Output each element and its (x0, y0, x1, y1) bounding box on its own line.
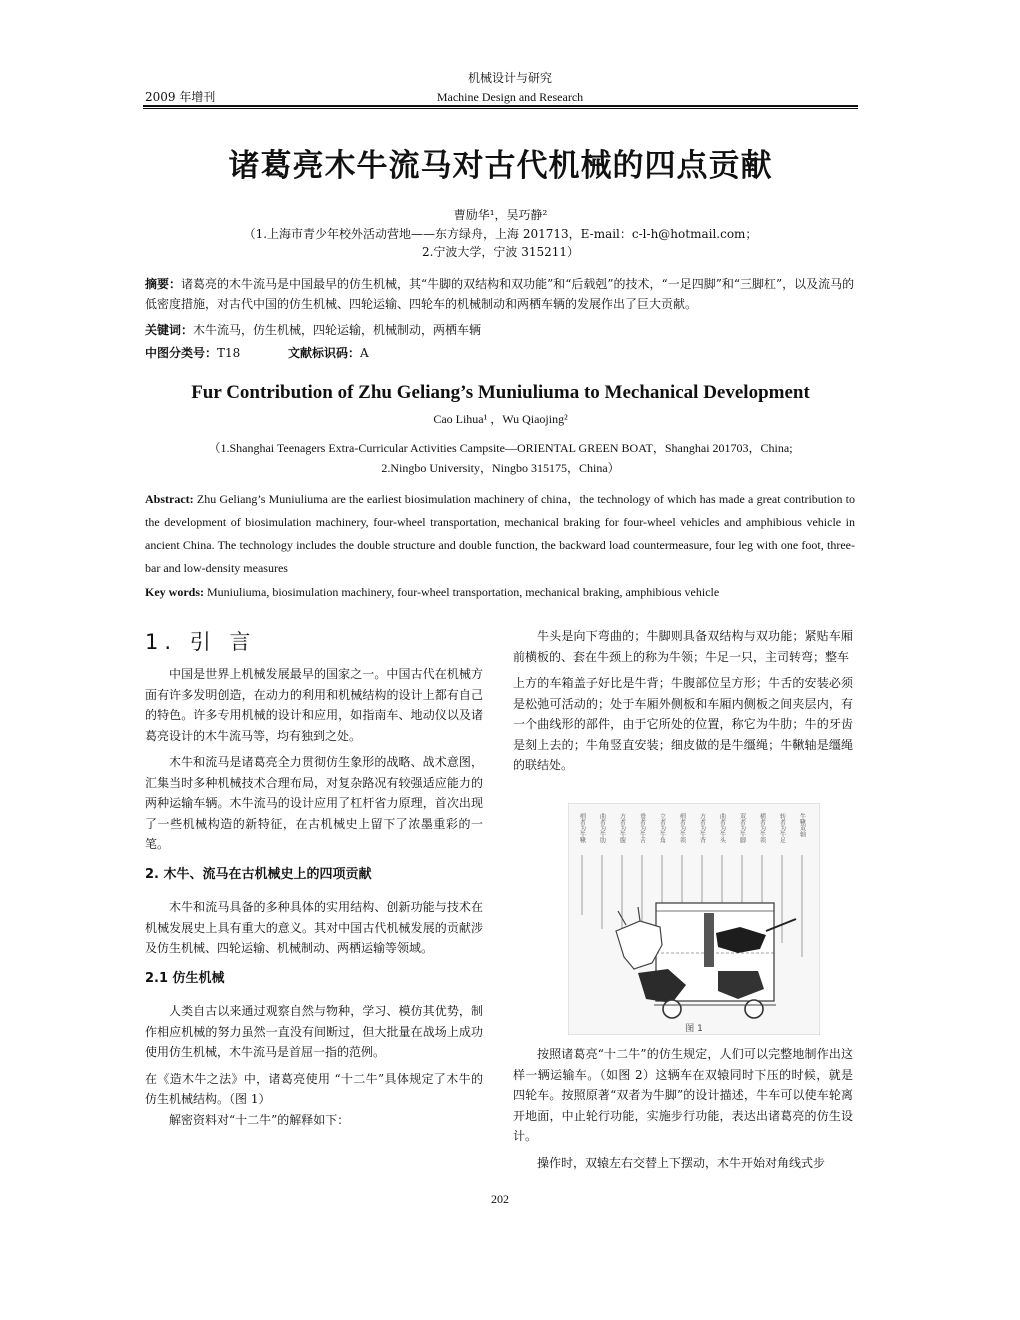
figure-part-label: 垂者为牛舌 (638, 813, 646, 843)
doc-code-label: 文献标识码： (287, 346, 360, 360)
affiliation-en-1: （1.Shanghai Teenagers Extra-Curricular Activities Campsite—ORIENTAL GREEN BOAT，Shanghai 201703，China; (208, 441, 793, 455)
keywords-cn-text: 木牛流马，仿生机械，四轮运输，机械制动，两栖车辆 (193, 323, 482, 337)
section-2-1-heading: 2.1 仿生机械 (145, 970, 225, 986)
authors-cn: 曹励华¹，吴巧静² (453, 208, 548, 222)
doc-code-value: A (359, 346, 369, 360)
journal-title-en: Machine Design and Research (436, 90, 584, 104)
header-rule-thin (143, 108, 858, 109)
intro-paragraph-1: 中国是世界上机械发展最早的国家之一。中国古代在机械方面有许多发明创造，在动力的利用和机械结构的设计上都有自己的特色。许多专用机械的设计和应用，如指南车、地动仪以及诸葛亮设计的木牛流马等，均有独到之处。 (145, 667, 483, 743)
figure-part-label: 细者为牛领 (678, 813, 686, 843)
affiliation-cn-1: （1.上海市青少年校外活动营地——东方绿舟，上海 201713，E-mail：c-l-h@hotmail.com； (243, 227, 758, 241)
section-2-heading: 2. 木牛、流马在古机械史上的四项贡献 (145, 866, 372, 882)
figure-part-label: 曲者为牛肋 (598, 813, 606, 843)
issue-label: 2009 年增刊 (145, 90, 216, 104)
section-1-heading: 1. 引 言 (145, 630, 257, 654)
figure-part-label: 横者为牛领 (758, 813, 766, 843)
right-paragraph-2: 上方的车箱盖子好比是牛背；牛腹部位呈方形；牛舌的安装必须是松弛可活动的；处于车厢外侧板和车厢内侧板之间夹层内，有一个曲线形的部件，由于它所处的位置，称它为牛肋；牛的牙齿是刻上去的；牛角竖直安装；细皮做的是牛缰绳；牛鞦轴是缰绳的联结处。 (513, 676, 853, 772)
abstract-en (145, 488, 855, 580)
left-column (145, 664, 483, 1136)
keywords-cn (145, 320, 855, 340)
figure-part-label: 方者为牛背 (698, 813, 706, 843)
figure-part-label: 立者为牛角 (658, 813, 666, 843)
bionic-paragraph-3: 解密资料对“十二牛”的解释如下： (169, 1112, 350, 1127)
figure-part-label: 转者为牛足 (778, 813, 786, 843)
class-value: T18 (217, 346, 241, 360)
keywords-en-text: Muniuliuma, biosimulation machinery, four-wheel transportation, mechanical braking, amphibious vehicle (207, 585, 720, 599)
right-paragraph-3: 按照诸葛亮“十二牛”的仿生规定，人们可以完整地制作出这样一辆运输车。（如图 2）这辆车在双辕同时下压的时候，就是四轮车。按照原著“双者为牛脚”的设计描述，牛车可以使车轮离开地面，中止轮行功能，实施步行功能，表达出诸葛亮的仿生设计。 (513, 1047, 853, 1143)
right-paragraph-4: 操作时，双辕左右交替上下摆动，木牛开始对角线式步 (537, 1155, 826, 1170)
abstract-cn-label: 摘要： (145, 277, 182, 291)
affiliation-cn-2: 2.宁波大学，宁波 315211） (421, 245, 580, 259)
keywords-en (145, 581, 855, 604)
paper-title-cn: 诸葛亮木牛流马对古代机械的四点贡献 (228, 148, 773, 184)
right-paragraph-1: 牛头是向下弯曲的；牛脚则具备双结构与双功能；紧贴车厢前横板的、套在牛颈上的称为牛领；牛足一只，主司转弯；整车 (513, 629, 853, 664)
figure-part-label: 方者为牛腹 (618, 813, 626, 843)
paper-title-en: Fur Contribution of Zhu Geliang’s Muniuliuma to Mechanical Development (191, 382, 810, 403)
abstract-cn-text: 诸葛亮的木牛流马是中国最早的仿生机械，其“牛脚的双结构和双功能”和“后载剋”的技术，“一足四脚”和“三脚杠”，以及流马的低密度措施，对古代中国的仿生机械、四轮运输、四轮车的机械制动和两栖车辆的发展作出了巨大贡献。 (145, 277, 855, 311)
header-rule (143, 105, 858, 107)
classification-line (145, 343, 855, 363)
figure-1 (568, 803, 820, 1035)
keywords-cn-label: 关键词： (145, 323, 194, 337)
figure-part-label: 双者为牛脚 (738, 813, 746, 843)
right-column-bottom (513, 1044, 853, 1179)
figure-part-label: 牛鞦双轴 (798, 813, 806, 837)
abstract-cn (145, 274, 855, 314)
figure-part-label: 细者为牛鞦 (578, 813, 586, 843)
keywords-en-label: Key words: (145, 585, 204, 599)
section-2-paragraph: 木牛和流马具备的多种具体的实用结构、创新功能与技术在机械发展史上具有重大的意义。其对中国古代机械发展的贡献涉及仿生机械、四轮运输、机械制动、两栖运输等领域。 (145, 900, 483, 955)
right-column-top (513, 626, 853, 782)
figure-part-label: 曲者为牛头 (718, 813, 726, 843)
authors-en: Cao Lihua¹ ，Wu Qiaojing² (433, 412, 568, 426)
abstract-en-text: Zhu Geliang’s Muniuliuma are the earliest biosimulation machinery of china，the technology of which has made a great contribution to the development of biosimulation machinery, four-wheel transportation, mechanical braking for four-wheel vehicles and amphibious vehicle in ancient China. The technology includes the double structure and double function, the backward load countermeasure, four leg with one foot, three-bar and low-density measures (145, 492, 855, 575)
page-number: 202 (491, 1192, 509, 1206)
class-label: 中图分类号： (145, 346, 218, 360)
intro-paragraph-2: 木牛和流马是诸葛亮全力贯彻仿生象形的战略、战术意图，汇集当时多种机械技术合理布局，对复杂路况有较强适应能力的两种运输车辆。木牛流马的设计应用了杠杆省力原理，首次出现了一些机械构造的新特征，在古机械史上留下了浓墨重彩的一笔。 (145, 755, 483, 851)
figure-1-caption: 图 1 (685, 1024, 703, 1034)
affiliation-en-2: 2.Ningbo University，Ningbo 315175，China） (381, 461, 620, 475)
wooden-ox-diagram (568, 803, 820, 1035)
journal-title-cn: 机械设计与研究 (467, 71, 552, 85)
bionic-paragraph-1: 人类自古以来通过观察自然与物种，学习、模仿其优势，制作相应机械的努力虽然一直没有间断过，但大批量在战场上成功使用仿生机械，木牛流马是首屈一指的范例。 (145, 1004, 483, 1059)
abstract-en-label: Abstract: (145, 492, 194, 506)
bionic-paragraph-2: 在《造木牛之法》中，诸葛亮使用 “十二牛”具体规定了木牛的仿生机械结构。（图 1） (145, 1071, 483, 1106)
